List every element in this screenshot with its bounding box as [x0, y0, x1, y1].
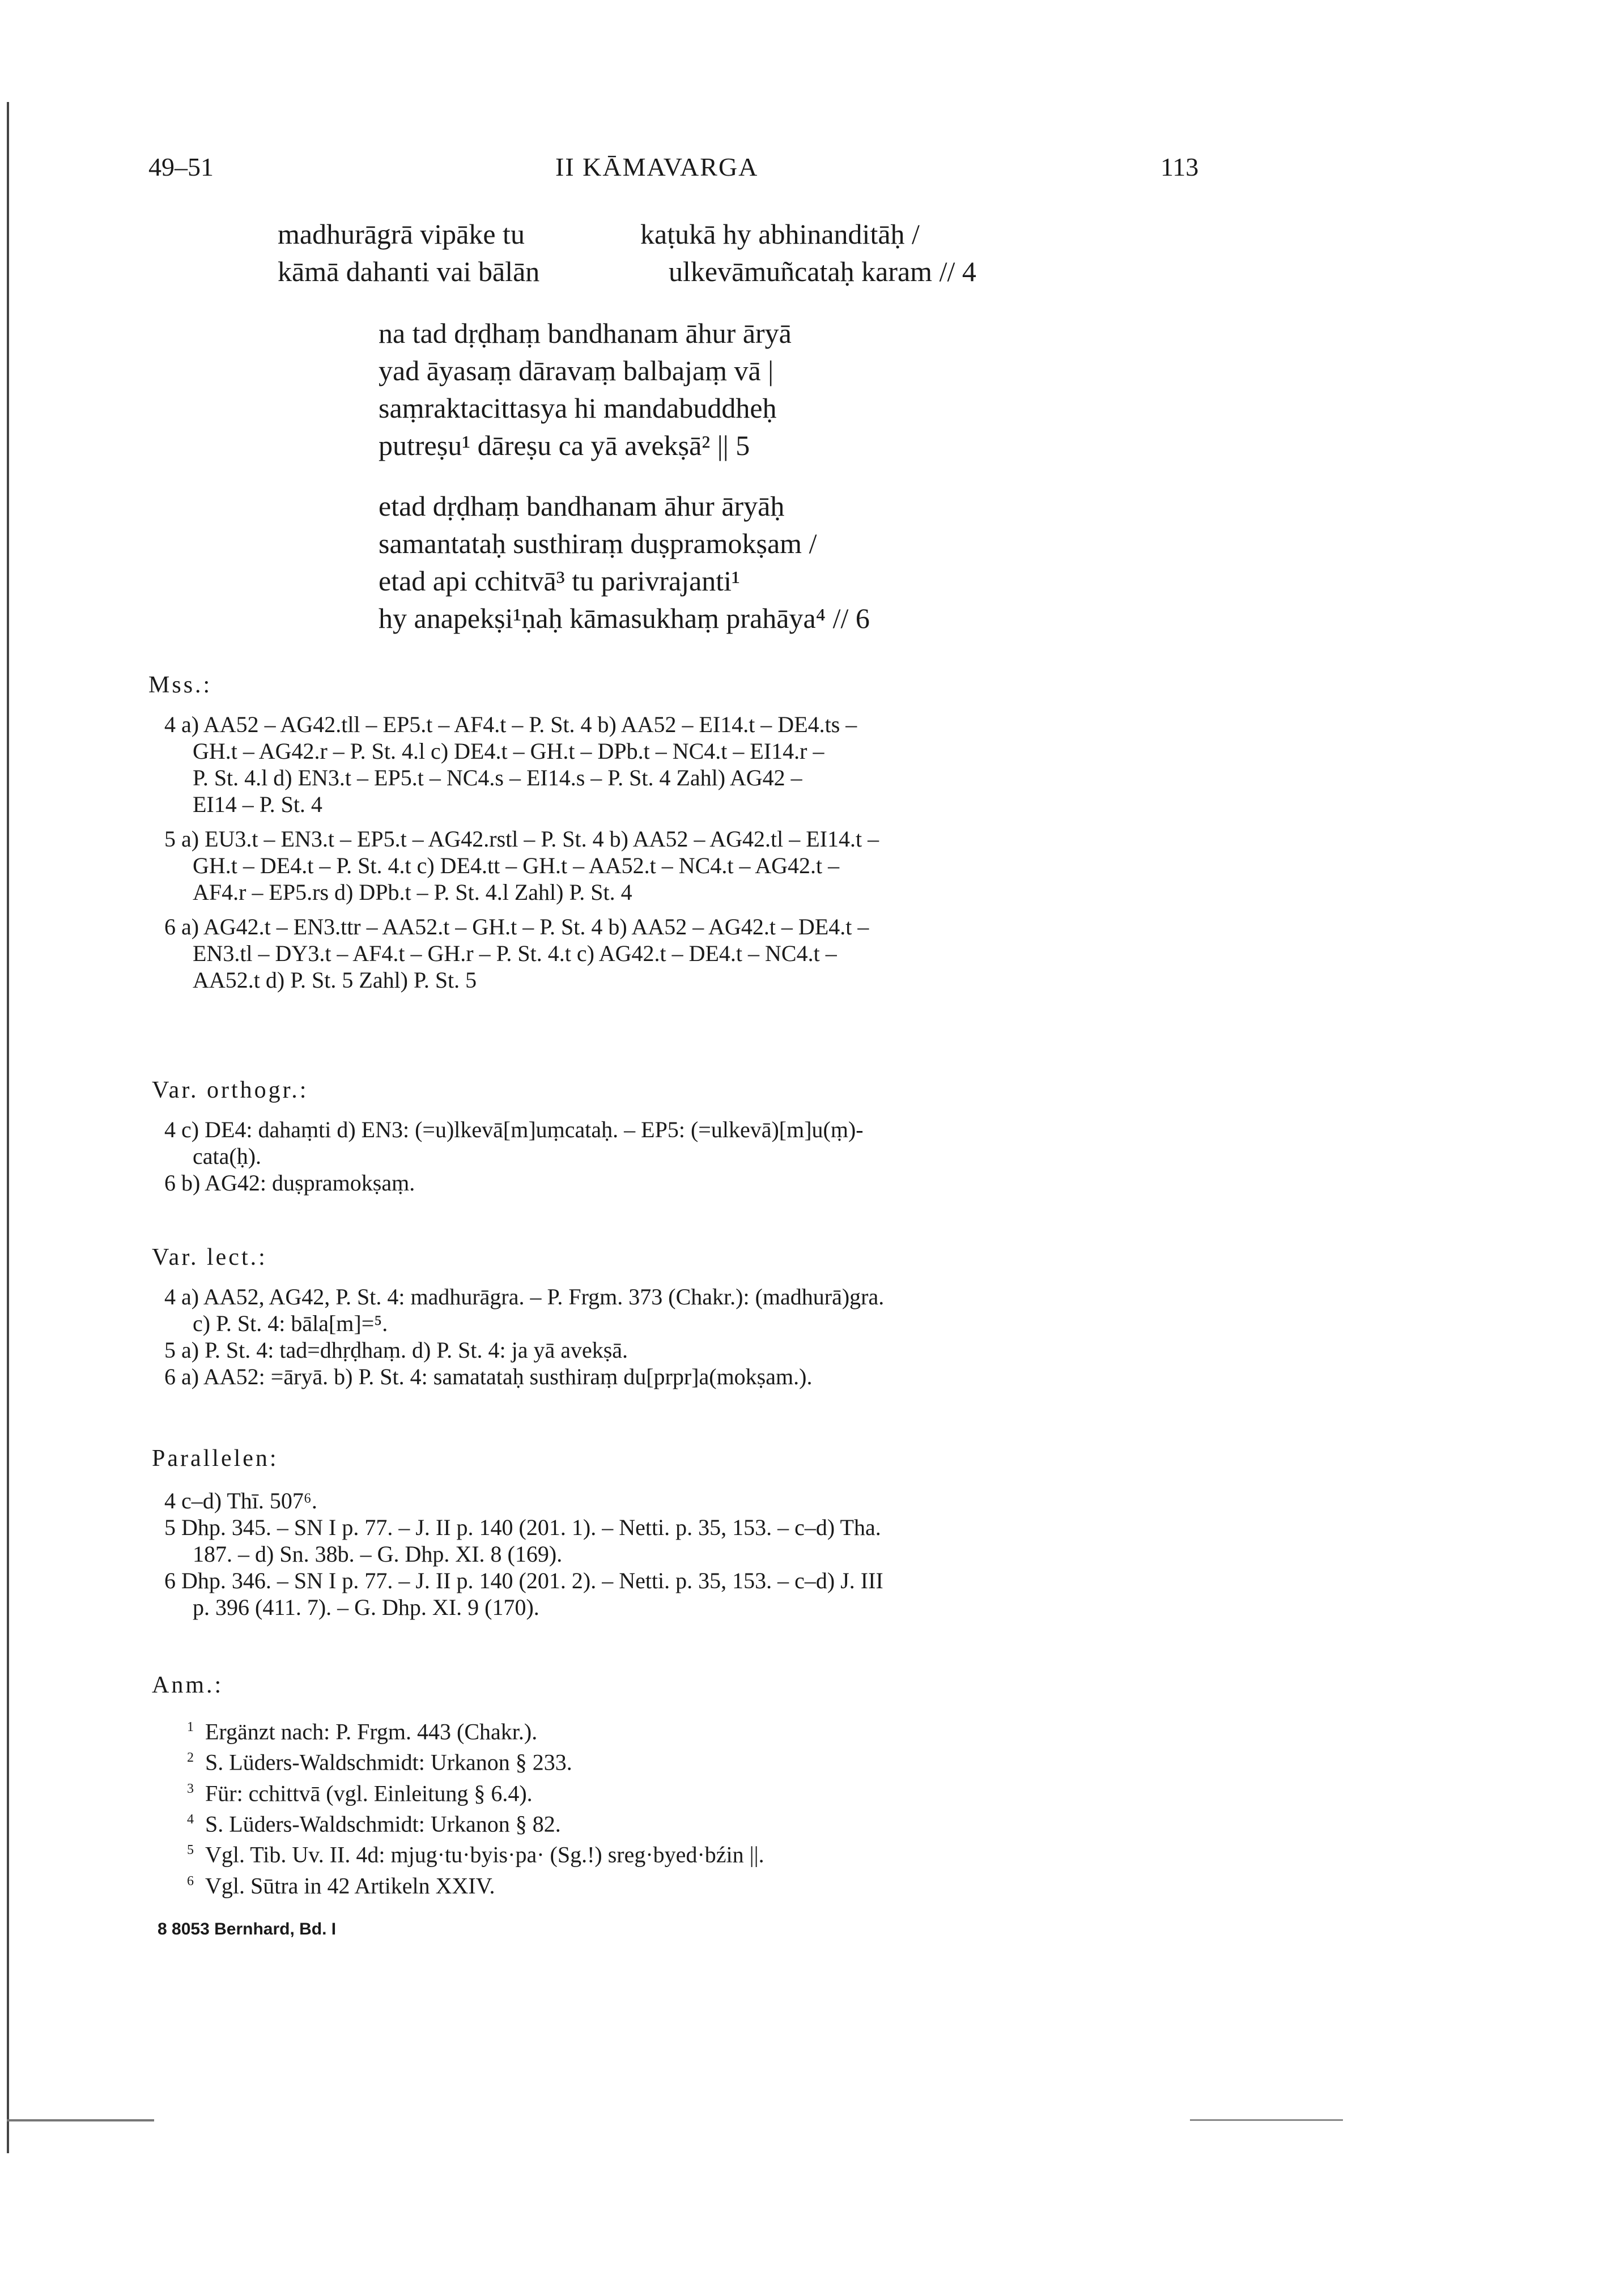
apparatus-line: GH.t – DE4.t – P. St. 4.t c) DE4.tt – GH.t – AA52.t – NC4.t – AG42.t –: [193, 853, 840, 878]
apparatus-line: 4 c–d) Thī. 507⁶.: [164, 1488, 317, 1513]
verse-line: yad āyasaṃ dāravaṃ balbajaṃ vā |: [379, 355, 774, 386]
footnotes: [187, 1714, 764, 1899]
apparatus-line: EN3.tl – DY3.t – AF4.t – GH.r – P. St. 4.t c) AG42.t – DE4.t – NC4.t –: [193, 941, 837, 966]
verse-6: [379, 487, 870, 637]
verse-line: na tad dṛḍhaṃ bandhanam āhur āryā: [379, 317, 792, 349]
mss-label: Mss.:: [148, 672, 212, 698]
mss-entry-4: [164, 711, 879, 818]
parallelen-apparatus: [164, 1487, 883, 1621]
verse-line: samantataḥ susthiraṃ duṣpramokṣam /: [379, 528, 817, 559]
footnote-text: S. Lüders-Waldschmidt: Urkanon § 82.: [205, 1811, 561, 1837]
page-number: 113: [1160, 152, 1199, 181]
footnote: [187, 1868, 764, 1899]
var-lect-apparatus: [164, 1283, 884, 1390]
page-range: 49–51: [148, 152, 214, 181]
verse-line: [278, 215, 976, 253]
apparatus-line: 4 a) AA52 – AG42.tll – EP5.t – AF4.t – P. St. 4 b) AA52 – EI14.t – DE4.ts –: [164, 712, 857, 737]
footnote: [187, 1837, 764, 1868]
bottom-right-rule: [1190, 2119, 1343, 2121]
var-orthogr-apparatus: [164, 1116, 864, 1196]
footnote-text: Vgl. Sūtra in 42 Artikeln XXIV.: [205, 1872, 495, 1898]
printer-signature: 8 8053 Bernhard, Bd. I: [158, 1920, 337, 1938]
apparatus-line: GH.t – AG42.r – P. St. 4.l c) DE4.t – GH.t – DPb.t – NC4.t – EI14.r –: [193, 738, 824, 764]
apparatus-line: 5 Dhp. 345. – SN I p. 77. – J. II p. 140 (201. 1). – Netti. p. 35, 153. – c–d) Tha.: [164, 1515, 881, 1540]
verse-4: [278, 215, 976, 290]
apparatus-line: 6 a) AG42.t – EN3.ttr – AA52.t – GH.t – P. St. 4 b) AA52 – AG42.t – DE4.t –: [164, 914, 869, 939]
parallelen-label: Parallelen:: [152, 1445, 279, 1472]
apparatus-line: 5 a) EU3.t – EN3.t – EP5.t – AG42.rstl – P. St. 4 b) AA52 – AG42.tl – EI14.t –: [164, 826, 879, 852]
footnote: [187, 1745, 764, 1775]
apparatus-line: AF4.r – EP5.rs d) DPb.t – P. St. 4.l Zahl) P. St. 4: [193, 879, 632, 905]
apparatus-line: 187. – d) Sn. 38b. – G. Dhp. XI. 8 (169).: [193, 1541, 563, 1567]
mss-entry-6: [164, 913, 879, 993]
apparatus-line: AA52.t d) P. St. 5 Zahl) P. St. 5: [193, 967, 477, 993]
var-lect-label: Var. lect.:: [152, 1244, 267, 1270]
apparatus-line: 6 b) AG42: duṣpramokṣaṃ.: [164, 1170, 415, 1196]
verse-line: saṃraktacittasya hi mandabuddheḥ: [379, 392, 777, 424]
verse-line: etad dṛḍhaṃ bandhanam āhur āryāḥ: [379, 490, 785, 522]
apparatus-line: EI14 – P. St. 4: [193, 792, 322, 817]
pada-d: ulkevāmuñcataḥ karam // 4: [669, 256, 976, 287]
mss-apparatus: [164, 711, 879, 993]
footnote-text: S. Lüders-Waldschmidt: Urkanon § 233.: [205, 1749, 572, 1775]
footnote-number: 5: [187, 1843, 194, 1858]
apparatus-line: c) P. St. 4: bāla[m]=⁵.: [193, 1311, 388, 1336]
apparatus-line: P. St. 4.l d) EN3.t – EP5.t – NC4.s – EI14.s – P. St. 4 Zahl) AG42 –: [193, 765, 802, 790]
verse-5: [379, 314, 792, 464]
footnote-number: 1: [187, 1720, 194, 1734]
footnote: [187, 1776, 764, 1806]
footnote: [187, 1714, 764, 1745]
verse-line: [278, 253, 976, 290]
footnote-text: Ergänzt nach: P. Frgm. 443 (Chakr.).: [205, 1719, 538, 1745]
binding-edge-line: [7, 102, 9, 2153]
apparatus-line: 4 c) DE4: dahaṃti d) EN3: (=u)lkevā[m]uṃcataḥ. – EP5: (=ulkevā)[m]u(ṃ)-: [164, 1117, 864, 1142]
var-orthogr-label: Var. orthogr.:: [152, 1077, 309, 1103]
pada-c: kāmā dahanti vai bālān: [278, 256, 540, 287]
footnote-text: Für: cchittvā (vgl. Einleitung § 6.4).: [205, 1780, 533, 1806]
pada-a: madhurāgrā vipāke tu: [278, 218, 525, 250]
verse-line: putreṣu¹ dāreṣu ca yā avekṣā² || 5: [379, 430, 750, 461]
verse-line: hy anapekṣi¹ṇaḥ kāmasukhaṃ prahāya⁴ // 6: [379, 602, 870, 634]
footnote-number: 3: [187, 1781, 194, 1796]
apparatus-line: 4 a) AA52, AG42, P. St. 4: madhurāgra. – P. Frgm. 373 (Chakr.): (madhurā)gra.: [164, 1284, 885, 1309]
footnote-number: 2: [187, 1750, 194, 1766]
mss-entry-5: [164, 826, 879, 905]
footnote: [187, 1806, 764, 1837]
apparatus-line: 6 a) AA52: =āryā. b) P. St. 4: samatataḥ susthiraṃ du[prpr]a(mokṣam.).: [164, 1364, 813, 1389]
anm-label: Anm.:: [152, 1672, 224, 1698]
pada-b: kaṭukā hy abhinanditāḥ /: [640, 218, 920, 250]
verse-line: etad api cchitvā³ tu parivrajanti¹: [379, 565, 741, 597]
apparatus-line: cata(ḥ).: [193, 1143, 262, 1169]
footnote-number: 4: [187, 1812, 194, 1827]
apparatus-line: 6 Dhp. 346. – SN I p. 77. – J. II p. 140 (201. 2). – Netti. p. 35, 153. – c–d) J. III: [164, 1568, 883, 1593]
apparatus-line: p. 396 (411. 7). – G. Dhp. XI. 9 (170).: [193, 1595, 539, 1620]
bottom-left-rule: [7, 2119, 154, 2121]
apparatus-line: 5 a) P. St. 4: tad=dhṛḍhaṃ. d) P. St. 4: ja yā avekṣā.: [164, 1337, 628, 1363]
chapter-title: II KĀMAVARGA: [555, 152, 759, 181]
footnote-number: 6: [187, 1873, 194, 1889]
footnote-text: Vgl. Tib. Uv. II. 4d: mjug·tu·byis·pa· (Sg.!) sreg·byed·bźin ||.: [205, 1842, 764, 1868]
